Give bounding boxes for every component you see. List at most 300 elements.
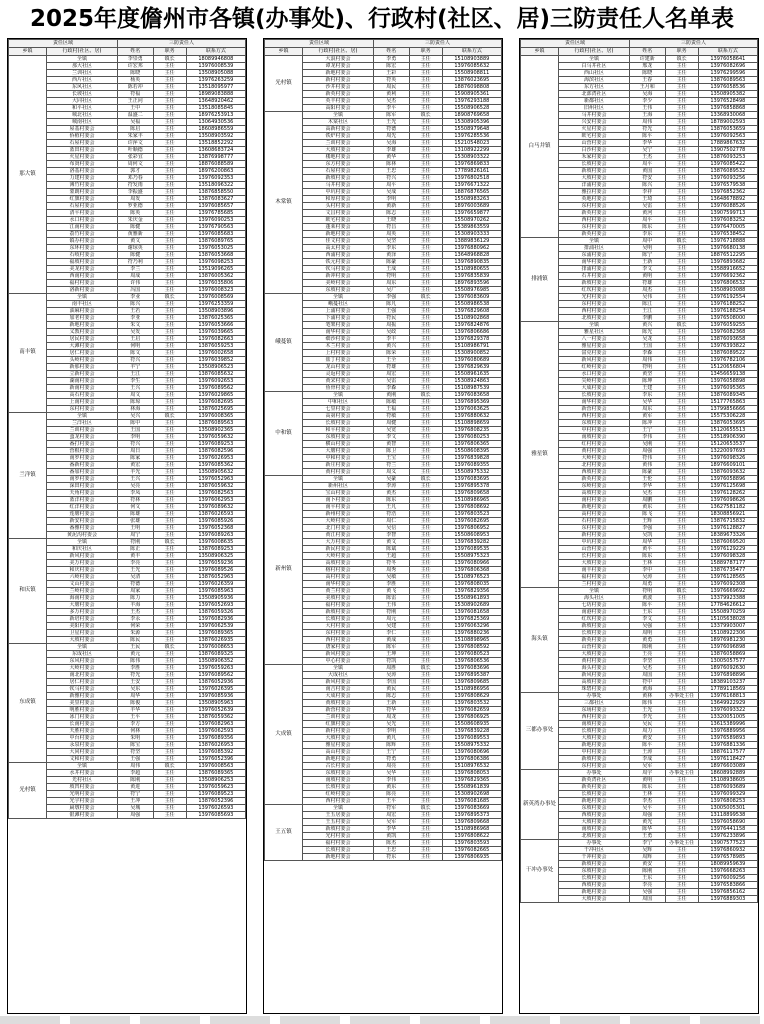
- duty-cell: 主任: [665, 252, 698, 259]
- phone-cell: 13876025365: [186, 315, 245, 322]
- village-cell: 英地村委会: [558, 196, 629, 203]
- name-cell: 王正问: [118, 98, 154, 105]
- village-cell: 高坡村委会: [558, 490, 629, 497]
- name-cell: 黄明: [630, 777, 666, 784]
- name-cell: 陈林: [374, 161, 410, 168]
- name-cell: 李少: [630, 98, 666, 105]
- name-cell: 李强: [374, 294, 410, 301]
- duty-cell: 主任: [665, 490, 698, 497]
- village-cell: 中和村委会: [302, 455, 373, 462]
- duty-cell: 主任: [665, 623, 698, 630]
- phone-cell: 13976089355: [442, 462, 501, 469]
- name-cell: 周伟: [630, 357, 666, 364]
- village-cell: 西村村委会: [302, 637, 373, 644]
- village-cell: 南华村委会: [558, 399, 629, 406]
- phone-cell: 13379903007: [698, 623, 757, 630]
- duty-cell: 主任: [409, 658, 442, 665]
- phone-cell: 13976285536: [442, 133, 501, 140]
- name-cell: 羊海: [118, 602, 154, 609]
- duty-cell: 主任: [409, 161, 442, 168]
- duty-cell: 主任: [665, 406, 698, 413]
- duty-cell: 主任: [409, 308, 442, 315]
- phone-cell: 13976808253: [698, 798, 757, 805]
- phone-cell: 13976089263: [186, 532, 245, 539]
- village-cell: 新坡村委会: [558, 861, 629, 868]
- name-cell: 吴涛: [630, 574, 666, 581]
- duty-cell: 主任: [153, 161, 186, 168]
- name-cell: 黄民: [374, 686, 410, 693]
- name-cell: 陈正: [118, 546, 154, 553]
- duty-cell: 主任: [665, 826, 698, 833]
- village-cell: 大村村委会: [302, 623, 373, 630]
- name-cell: 陈伟: [118, 658, 154, 665]
- name-cell: 王杰: [630, 154, 666, 161]
- phone-cell: 13976806368: [442, 567, 501, 574]
- duty-cell: 主任: [153, 315, 186, 322]
- table-row: [265, 294, 502, 301]
- duty-cell: 主任: [153, 700, 186, 707]
- village-cell: 大塘村委会: [46, 602, 117, 609]
- phone-cell: 13976718888: [698, 238, 757, 245]
- phone-cell: 13976895378: [442, 483, 501, 490]
- header-phone: 联系方式: [186, 48, 245, 56]
- village-cell: 美里村委会: [46, 700, 117, 707]
- name-cell: 朱明: [118, 735, 154, 742]
- village-cell: 南北村委会: [46, 672, 117, 679]
- phone-cell: 13976829356: [442, 588, 501, 595]
- phone-cell: 18976609101: [698, 462, 757, 469]
- phone-cell: 13907502778: [698, 147, 757, 154]
- name-cell: 黄兴: [374, 343, 410, 350]
- village-cell: 新安村委会: [46, 518, 117, 525]
- duty-cell: 主任: [153, 259, 186, 266]
- phone-cell: 15108938605: [698, 777, 757, 784]
- name-cell: 周东: [630, 406, 666, 413]
- duty-cell: 主任: [153, 133, 186, 140]
- duty-cell: 主任: [409, 672, 442, 679]
- name-cell: 周伟: [118, 763, 154, 770]
- name-cell: 李亮: [118, 560, 154, 567]
- village-cell: 铁元村委会: [302, 259, 373, 266]
- phone-cell: 13976880632: [442, 413, 501, 420]
- duty-cell: 主任: [665, 672, 698, 679]
- phone-cell: 15177765863: [698, 399, 757, 406]
- phone-cell: 15575306228: [698, 413, 757, 420]
- village-cell: 南罗村委会: [46, 455, 117, 462]
- village-cell: 黄江村委会: [302, 532, 373, 539]
- phone-cell: 13976080966: [442, 560, 501, 567]
- village-cell: 长坡村委会: [558, 161, 629, 168]
- name-cell: 李雄: [374, 147, 410, 154]
- name-cell: 黄东: [374, 784, 410, 791]
- duty-cell: 主任: [665, 203, 698, 210]
- phone-cell: 13976441158: [698, 826, 757, 833]
- phone-cell: 13976052396: [186, 756, 245, 763]
- phone-cell: 13976806536: [442, 658, 501, 665]
- duty-cell: 主任: [153, 581, 186, 588]
- village-cell: 城南社区: [46, 119, 117, 126]
- name-cell: 周发: [118, 196, 154, 203]
- village-cell: 干冲社区: [558, 847, 629, 854]
- phone-cell: 17789826161: [442, 168, 501, 175]
- phone-cell: 15508976985: [442, 287, 501, 294]
- village-cell: 东村村委会: [558, 203, 629, 210]
- village-cell: 东村村委会: [558, 224, 629, 231]
- phone-cell: 13976082665: [442, 847, 501, 854]
- village-cell: 油麻村委会: [46, 308, 117, 315]
- village-cell: 义教村委会: [46, 329, 117, 336]
- duty-cell: 主任: [665, 889, 698, 896]
- name-cell: 周强: [630, 812, 666, 819]
- name-cell: 符明: [374, 273, 410, 280]
- village-cell: 新地村委会: [558, 889, 629, 896]
- village-cell: 山营村委会: [558, 140, 629, 147]
- duty-cell: 主任: [409, 714, 442, 721]
- duty-cell: 主任: [665, 700, 698, 707]
- village-cell: 西村村委会: [558, 308, 629, 315]
- phone-cell: 13976233896: [698, 833, 757, 840]
- name-cell: 陈东: [630, 553, 666, 560]
- phone-cell: 13976806686: [442, 329, 501, 336]
- phone-cell: 15108976523: [442, 574, 501, 581]
- name-cell: 符明: [630, 588, 666, 595]
- name-cell: 符民: [374, 315, 410, 322]
- name-cell: 朱源: [118, 630, 154, 637]
- duty-cell: 主任: [665, 665, 698, 672]
- name-cell: 陈东: [630, 784, 666, 791]
- duty-cell: 主任: [665, 686, 698, 693]
- phone-cell: 13976583866: [698, 882, 757, 889]
- village-cell: 全镇: [302, 294, 373, 301]
- duty-cell: 主任: [409, 364, 442, 371]
- duty-cell: 主任: [409, 105, 442, 112]
- name-cell: 陈斌: [374, 546, 410, 553]
- village-cell: 办事处: [558, 770, 629, 777]
- duty-cell: 主任: [153, 105, 186, 112]
- name-cell: 邢龙: [630, 63, 666, 70]
- phone-cell: 13976059263: [186, 665, 245, 672]
- phone-cell: 13976895373: [442, 812, 501, 819]
- phone-cell: 13976082696: [698, 63, 757, 70]
- phone-cell: 18876876565: [442, 189, 501, 196]
- duty-cell: 主任: [153, 196, 186, 203]
- duty-cell: 主任: [409, 266, 442, 273]
- phone-cell: 13976026359: [186, 581, 245, 588]
- name-cell: 朱家丰: [118, 133, 154, 140]
- name-cell: 黄杰: [374, 490, 410, 497]
- duty-cell: 主任: [665, 868, 698, 875]
- duty-cell: 主任: [153, 182, 186, 189]
- village-cell: 番加村委会: [46, 469, 117, 476]
- name-cell: 周宁: [118, 532, 154, 539]
- name-cell: 周元: [374, 616, 410, 623]
- town-name: 白马井镇: [521, 56, 559, 238]
- village-cell: 东岭村委会: [558, 483, 629, 490]
- phone-cell: 13876082596: [186, 448, 245, 455]
- duty-cell: 主任: [665, 210, 698, 217]
- name-cell: 王安: [118, 679, 154, 686]
- duty-cell: 主任: [665, 315, 698, 322]
- village-cell: 西坡村委会: [558, 882, 629, 889]
- phone-cell: 13976669692: [698, 588, 757, 595]
- phone-cell: 13976192554: [698, 294, 757, 301]
- duty-cell: 主任: [665, 77, 698, 84]
- duty-cell: 主任: [153, 735, 186, 742]
- phone-cell: 13976085963: [186, 588, 245, 595]
- name-cell: 吴杰: [630, 665, 666, 672]
- phone-cell: 13976058898: [698, 378, 757, 385]
- duty-cell: 主任: [153, 623, 186, 630]
- village-cell: 侨植村委会: [46, 133, 117, 140]
- village-cell: 新英村委会: [558, 210, 629, 217]
- name-cell: 符明: [630, 364, 666, 371]
- name-cell: 黄丰: [118, 553, 154, 560]
- duty-cell: 主任: [665, 644, 698, 651]
- name-cell: 王伟: [374, 602, 410, 609]
- village-cell: 山营村委会: [558, 546, 629, 553]
- duty-cell: 主任: [409, 833, 442, 840]
- village-cell: 新坡村委会: [558, 756, 629, 763]
- name-cell: 周平: [630, 217, 666, 224]
- duty-cell: 主任: [665, 581, 698, 588]
- phone-cell: 15308905396: [442, 119, 501, 126]
- phone-cell: 15210548023: [442, 140, 501, 147]
- phone-cell: 13876089253: [186, 546, 245, 553]
- phone-cell: 15508986538: [442, 301, 501, 308]
- duty-cell: 主任: [665, 168, 698, 175]
- village-cell: 东场村委会: [558, 707, 629, 714]
- phone-cell: 13976856162: [698, 889, 757, 896]
- name-cell: 吴伟: [630, 294, 666, 301]
- phone-cell: 13876083627: [186, 196, 245, 203]
- town-name: 东成镇: [9, 644, 47, 763]
- village-cell: 铁炉村委会: [302, 133, 373, 140]
- name-cell: 周宇: [630, 770, 666, 777]
- village-cell: 南华村委会: [558, 259, 629, 266]
- duty-cell: 主任: [153, 798, 186, 805]
- village-cell: 大成社区: [302, 672, 373, 679]
- village-cell: 排浦社区: [558, 245, 629, 252]
- name-cell: 黄雅新: [118, 231, 154, 238]
- village-cell: 南坡村委会: [558, 721, 629, 728]
- name-cell: 王宝: [374, 455, 410, 462]
- phone-cell: 13976082695: [186, 399, 245, 406]
- phone-cell: 13976802518: [442, 175, 501, 182]
- phone-cell: 13976889956: [698, 728, 757, 735]
- phone-cell: 13976035806: [186, 280, 245, 287]
- duty-cell: 主任: [409, 371, 442, 378]
- duty-cell: 主任: [409, 203, 442, 210]
- phone-cell: 13508903896: [186, 308, 245, 315]
- duty-cell: 主任: [409, 77, 442, 84]
- phone-cell: 13976090253: [186, 217, 245, 224]
- duty-cell: 主任: [409, 581, 442, 588]
- phone-cell: 13976508000: [698, 315, 757, 322]
- name-cell: 吴发: [118, 329, 154, 336]
- name-cell: 符雄: [630, 280, 666, 287]
- name-cell: 陈华: [630, 826, 666, 833]
- name-cell: 陈平: [630, 133, 666, 140]
- phone-cell: 13976081658: [442, 609, 501, 616]
- village-cell: 全镇: [558, 238, 629, 245]
- village-cell: 上南村委会: [46, 399, 117, 406]
- village-cell: 七坊村委会: [558, 602, 629, 609]
- village-cell: 干冲村委会: [558, 854, 629, 861]
- village-cell: 大坡村委会: [558, 560, 629, 567]
- name-cell: 周仁: [374, 518, 410, 525]
- phone-cell: 13320051005: [698, 714, 757, 721]
- village-cell: 东坡村委会: [558, 868, 629, 875]
- phone-cell: 13876026953: [186, 742, 245, 749]
- duty-cell: 主任: [409, 462, 442, 469]
- phone-cell: 13627581182: [698, 504, 757, 511]
- name-cell: 王建: [630, 385, 666, 392]
- phone-cell: 13456659138: [698, 371, 757, 378]
- duty-cell: 主任: [409, 175, 442, 182]
- village-cell: 西浦村委会: [302, 252, 373, 259]
- village-cell: 东坡村委会: [558, 805, 629, 812]
- village-cell: 北门村委会: [302, 525, 373, 532]
- village-cell: 新英村委会: [558, 231, 629, 238]
- name-cell: 黄进: [118, 784, 154, 791]
- village-cell: 钦马村委会: [302, 266, 373, 273]
- village-cell: 海滨社区: [558, 77, 629, 84]
- phone-cell: 15108986791: [442, 343, 501, 350]
- town-name: 南丰镇: [9, 294, 47, 413]
- village-cell: 福村村委会: [558, 574, 629, 581]
- duty-cell: 主任: [665, 154, 698, 161]
- village-cell: 黄兰村委会: [302, 588, 373, 595]
- name-cell: 符乃利: [118, 259, 154, 266]
- village-cell: 大岭村委会: [302, 518, 373, 525]
- village-cell: 全镇: [46, 763, 117, 770]
- name-cell: 黄林: [630, 693, 666, 700]
- duty-cell: 主任: [409, 553, 442, 560]
- duty-cell: 主任: [153, 455, 186, 462]
- name-cell: 吴敏: [374, 574, 410, 581]
- duty-cell: 主任: [153, 532, 186, 539]
- village-cell: 红坎村委会: [558, 616, 629, 623]
- village-cell: 高新村委会: [302, 126, 373, 133]
- phone-cell: 13876858550: [186, 189, 245, 196]
- name-cell: 黄文: [118, 238, 154, 245]
- name-cell: 黄新: [374, 203, 410, 210]
- phone-cell: 15508975332: [442, 742, 501, 749]
- duty-cell: 主任: [153, 777, 186, 784]
- duty-cell: 主任: [409, 133, 442, 140]
- village-cell: 笔架村委会: [302, 322, 373, 329]
- duty-cell: 主任: [153, 70, 186, 77]
- duty-cell: 主任: [153, 721, 186, 728]
- village-cell: 宝山村委会: [302, 490, 373, 497]
- name-cell: 吴明: [630, 245, 666, 252]
- name-cell: 何文: [118, 504, 154, 511]
- header-region-group: 责任区域: [265, 40, 374, 48]
- duty-cell: 镇长: [665, 56, 698, 63]
- village-cell: 办事处: [558, 693, 629, 700]
- village-cell: 兰岭村委会: [46, 588, 117, 595]
- name-cell: 周振: [374, 322, 410, 329]
- duty-cell: 主任: [409, 623, 442, 630]
- table-row: [9, 56, 246, 63]
- phone-cell: 13608683724: [186, 147, 245, 154]
- name-cell: 周胜: [374, 665, 410, 672]
- phone-cell: 13518906390: [698, 434, 757, 441]
- phone-cell: 13976858868: [698, 105, 757, 112]
- phone-cell: 18308856921: [698, 511, 757, 518]
- village-cell: 黄村村委会: [558, 658, 629, 665]
- village-cell: 全镇: [302, 665, 373, 672]
- phone-cell: 15108902868: [442, 315, 501, 322]
- phone-cell: 13976808053: [442, 770, 501, 777]
- phone-cell: 13976080523: [442, 651, 501, 658]
- phone-cell: 15108986956: [442, 686, 501, 693]
- phone-cell: 13976895369: [442, 399, 501, 406]
- name-cell: 张彩宜: [118, 154, 154, 161]
- phone-cell: 13876058869: [698, 651, 757, 658]
- phone-cell: 13976803523: [442, 511, 501, 518]
- duty-cell: 主任: [153, 343, 186, 350]
- duty-cell: 主任: [153, 84, 186, 91]
- duty-cell: 主任: [153, 238, 186, 245]
- phone-cell: 13976089526: [186, 567, 245, 574]
- village-cell: 王五居委会: [302, 812, 373, 819]
- duty-cell: 主任: [153, 91, 186, 98]
- name-cell: 陈刚: [118, 777, 154, 784]
- name-cell: 王晓: [374, 217, 410, 224]
- table-row: [9, 539, 246, 546]
- phone-cell: 13976668263: [698, 868, 757, 875]
- duty-cell: 主任: [153, 119, 186, 126]
- name-cell: 王光: [630, 707, 666, 714]
- phone-cell: 15108922306: [698, 630, 757, 637]
- phone-cell: 13976085422: [698, 161, 757, 168]
- phone-cell: 15389863559: [442, 224, 501, 231]
- phone-cell: 15508961893: [442, 595, 501, 602]
- duty-cell: 主任: [409, 728, 442, 735]
- village-cell: 头村村委会: [302, 203, 373, 210]
- village-cell: 尖岭村委会: [558, 378, 629, 385]
- duty-cell: 镇长: [665, 588, 698, 595]
- village-cell: 和平村委会: [302, 427, 373, 434]
- phone-cell: 13508905963: [186, 700, 245, 707]
- phone-cell: 13976029865: [186, 392, 245, 399]
- phone-cell: 15108986968: [442, 826, 501, 833]
- duty-cell: 主任: [153, 462, 186, 469]
- name-cell: 符光: [118, 672, 154, 679]
- duty-cell: 主任: [409, 63, 442, 70]
- village-cell: 马井村委会: [302, 182, 373, 189]
- duty-cell: 主任: [665, 595, 698, 602]
- phone-cell: 13976839282: [442, 539, 501, 546]
- village-cell: 红岭村委会: [558, 364, 629, 371]
- phone-cell: 13976824876: [442, 322, 501, 329]
- village-cell: 簿竹村委会: [46, 182, 117, 189]
- duty-cell: 镇长: [153, 413, 186, 420]
- duty-cell: 镇长: [409, 112, 442, 119]
- phone-cell: 13508906523: [186, 364, 245, 371]
- village-cell: 古长村委会: [302, 763, 373, 770]
- name-cell: 王新: [374, 700, 410, 707]
- village-cell: 全镇: [302, 805, 373, 812]
- village-cell: 大坡村委会: [558, 819, 629, 826]
- phone-cell: 15308903322: [442, 154, 501, 161]
- duty-cell: 主任: [409, 301, 442, 308]
- village-cell: 雅星村委会: [558, 343, 629, 350]
- name-cell: 符刚: [118, 539, 154, 546]
- village-cell: 西片社区: [46, 77, 117, 84]
- name-cell: 周秀: [374, 567, 410, 574]
